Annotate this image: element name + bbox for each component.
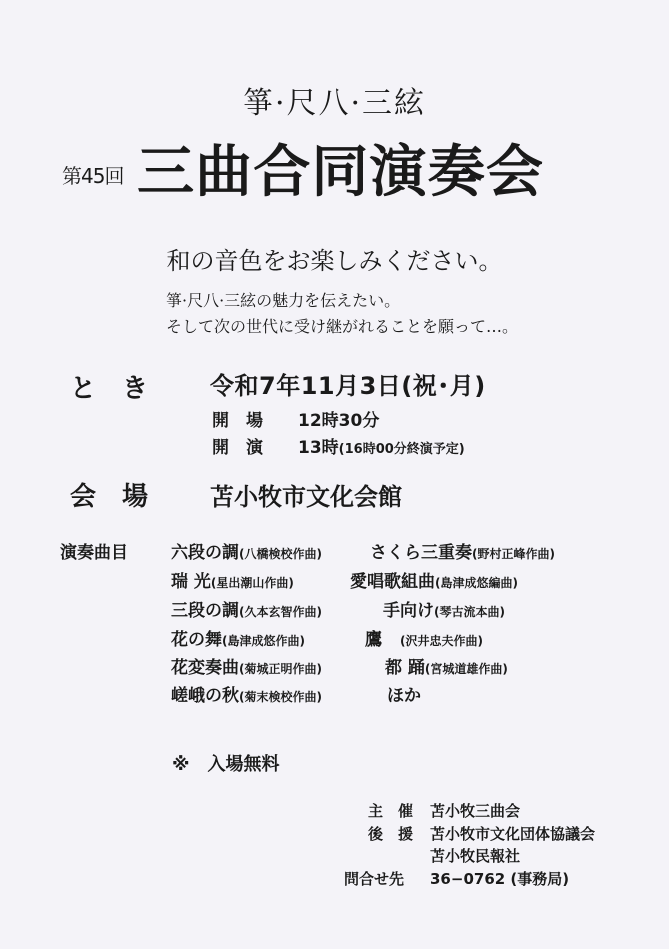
contact-label: 問合せ先 — [344, 870, 405, 888]
end-note: (16時00分終演予定) — [338, 442, 465, 457]
doors-open-row — [212, 406, 379, 431]
support-row — [368, 823, 595, 844]
host-name: 苫小牧三曲会 — [430, 802, 521, 820]
program-title: 瑞 光 — [171, 572, 211, 592]
program-label: 演奏曲目 — [60, 543, 128, 563]
contact-row — [344, 868, 569, 889]
program-title: 花の舞 — [171, 630, 222, 650]
venue-label: 会 場 — [70, 482, 149, 512]
program-credit: (琴古流本曲) — [434, 605, 505, 619]
date-label: と き — [70, 374, 149, 404]
host-label: 主 催 — [368, 802, 414, 820]
program-credit: (島津成悠編曲) — [435, 576, 518, 590]
program-credit: (星出潮山作曲) — [210, 576, 294, 590]
program-title: さくら三重奏 — [370, 543, 472, 563]
program-item — [370, 538, 555, 563]
edition-number: 第45回 — [62, 164, 124, 188]
program-item — [171, 653, 322, 678]
admission-free: ※ 入場無料 — [172, 754, 280, 775]
support-label: 後 援 — [368, 825, 414, 843]
program-item — [383, 596, 505, 621]
program-item — [171, 596, 322, 621]
program-title: 鷹 — [365, 630, 382, 650]
description-line-2: そして次の世代に受け継がれることを願って…。 — [166, 317, 519, 336]
concert-title: 三曲合同演奏会 — [137, 139, 544, 205]
program-title: 花変奏曲 — [171, 658, 239, 678]
support-org-1: 苫小牧市文化団体協議会 — [430, 825, 596, 843]
program-credit: (八橋検校作曲) — [239, 547, 322, 561]
program-item — [350, 567, 518, 592]
program-credit: (島津成悠作曲) — [222, 634, 305, 648]
start-row — [212, 433, 465, 458]
contact-phone: 36−0762 (事務局) — [430, 870, 570, 888]
doors-open-label: 開 場 — [212, 411, 263, 431]
program-title: 三段の調 — [171, 601, 239, 621]
program-item — [171, 625, 305, 650]
program-title: 手向け — [383, 601, 434, 621]
program-title: ほか — [387, 686, 421, 706]
doors-open-time: 12時30分 — [298, 411, 380, 431]
program-credit: (久本玄智作曲) — [239, 605, 322, 619]
program-credit: (菊末検校作曲) — [239, 690, 322, 704]
venue-name: 苫小牧市文化会館 — [210, 483, 402, 511]
program-item — [385, 653, 508, 678]
program-title: 嵯峨の秋 — [171, 686, 239, 706]
start-time: 13時 — [298, 438, 339, 458]
program-item — [171, 538, 322, 563]
program-title: 六段の調 — [171, 543, 239, 563]
event-date: 令和7年11月3日(祝･月) — [210, 372, 486, 400]
program-credit: (宮城道雄作曲) — [424, 662, 508, 676]
tagline: 和の音色をお楽しみください。 — [166, 247, 503, 275]
program-item — [171, 567, 294, 592]
host-row — [368, 800, 520, 821]
program-title: 都 踊 — [385, 658, 425, 678]
program-credit: (沢井忠夫作曲) — [400, 634, 483, 648]
program-title: 愛唱歌組曲 — [350, 572, 435, 592]
program-item — [365, 625, 483, 650]
program-credit: (菊城正明作曲) — [239, 662, 322, 676]
program-item — [171, 681, 322, 706]
start-label: 開 演 — [212, 438, 263, 458]
description-line-1: 箏·尺八·三絃の魅力を伝えたい。 — [166, 291, 401, 310]
instruments-heading: 箏·尺八·三絃 — [242, 86, 427, 121]
program-credit: (野村正峰作曲) — [472, 547, 555, 561]
support-org-2: 苫小牧民報社 — [430, 847, 521, 865]
program-item — [387, 681, 421, 706]
